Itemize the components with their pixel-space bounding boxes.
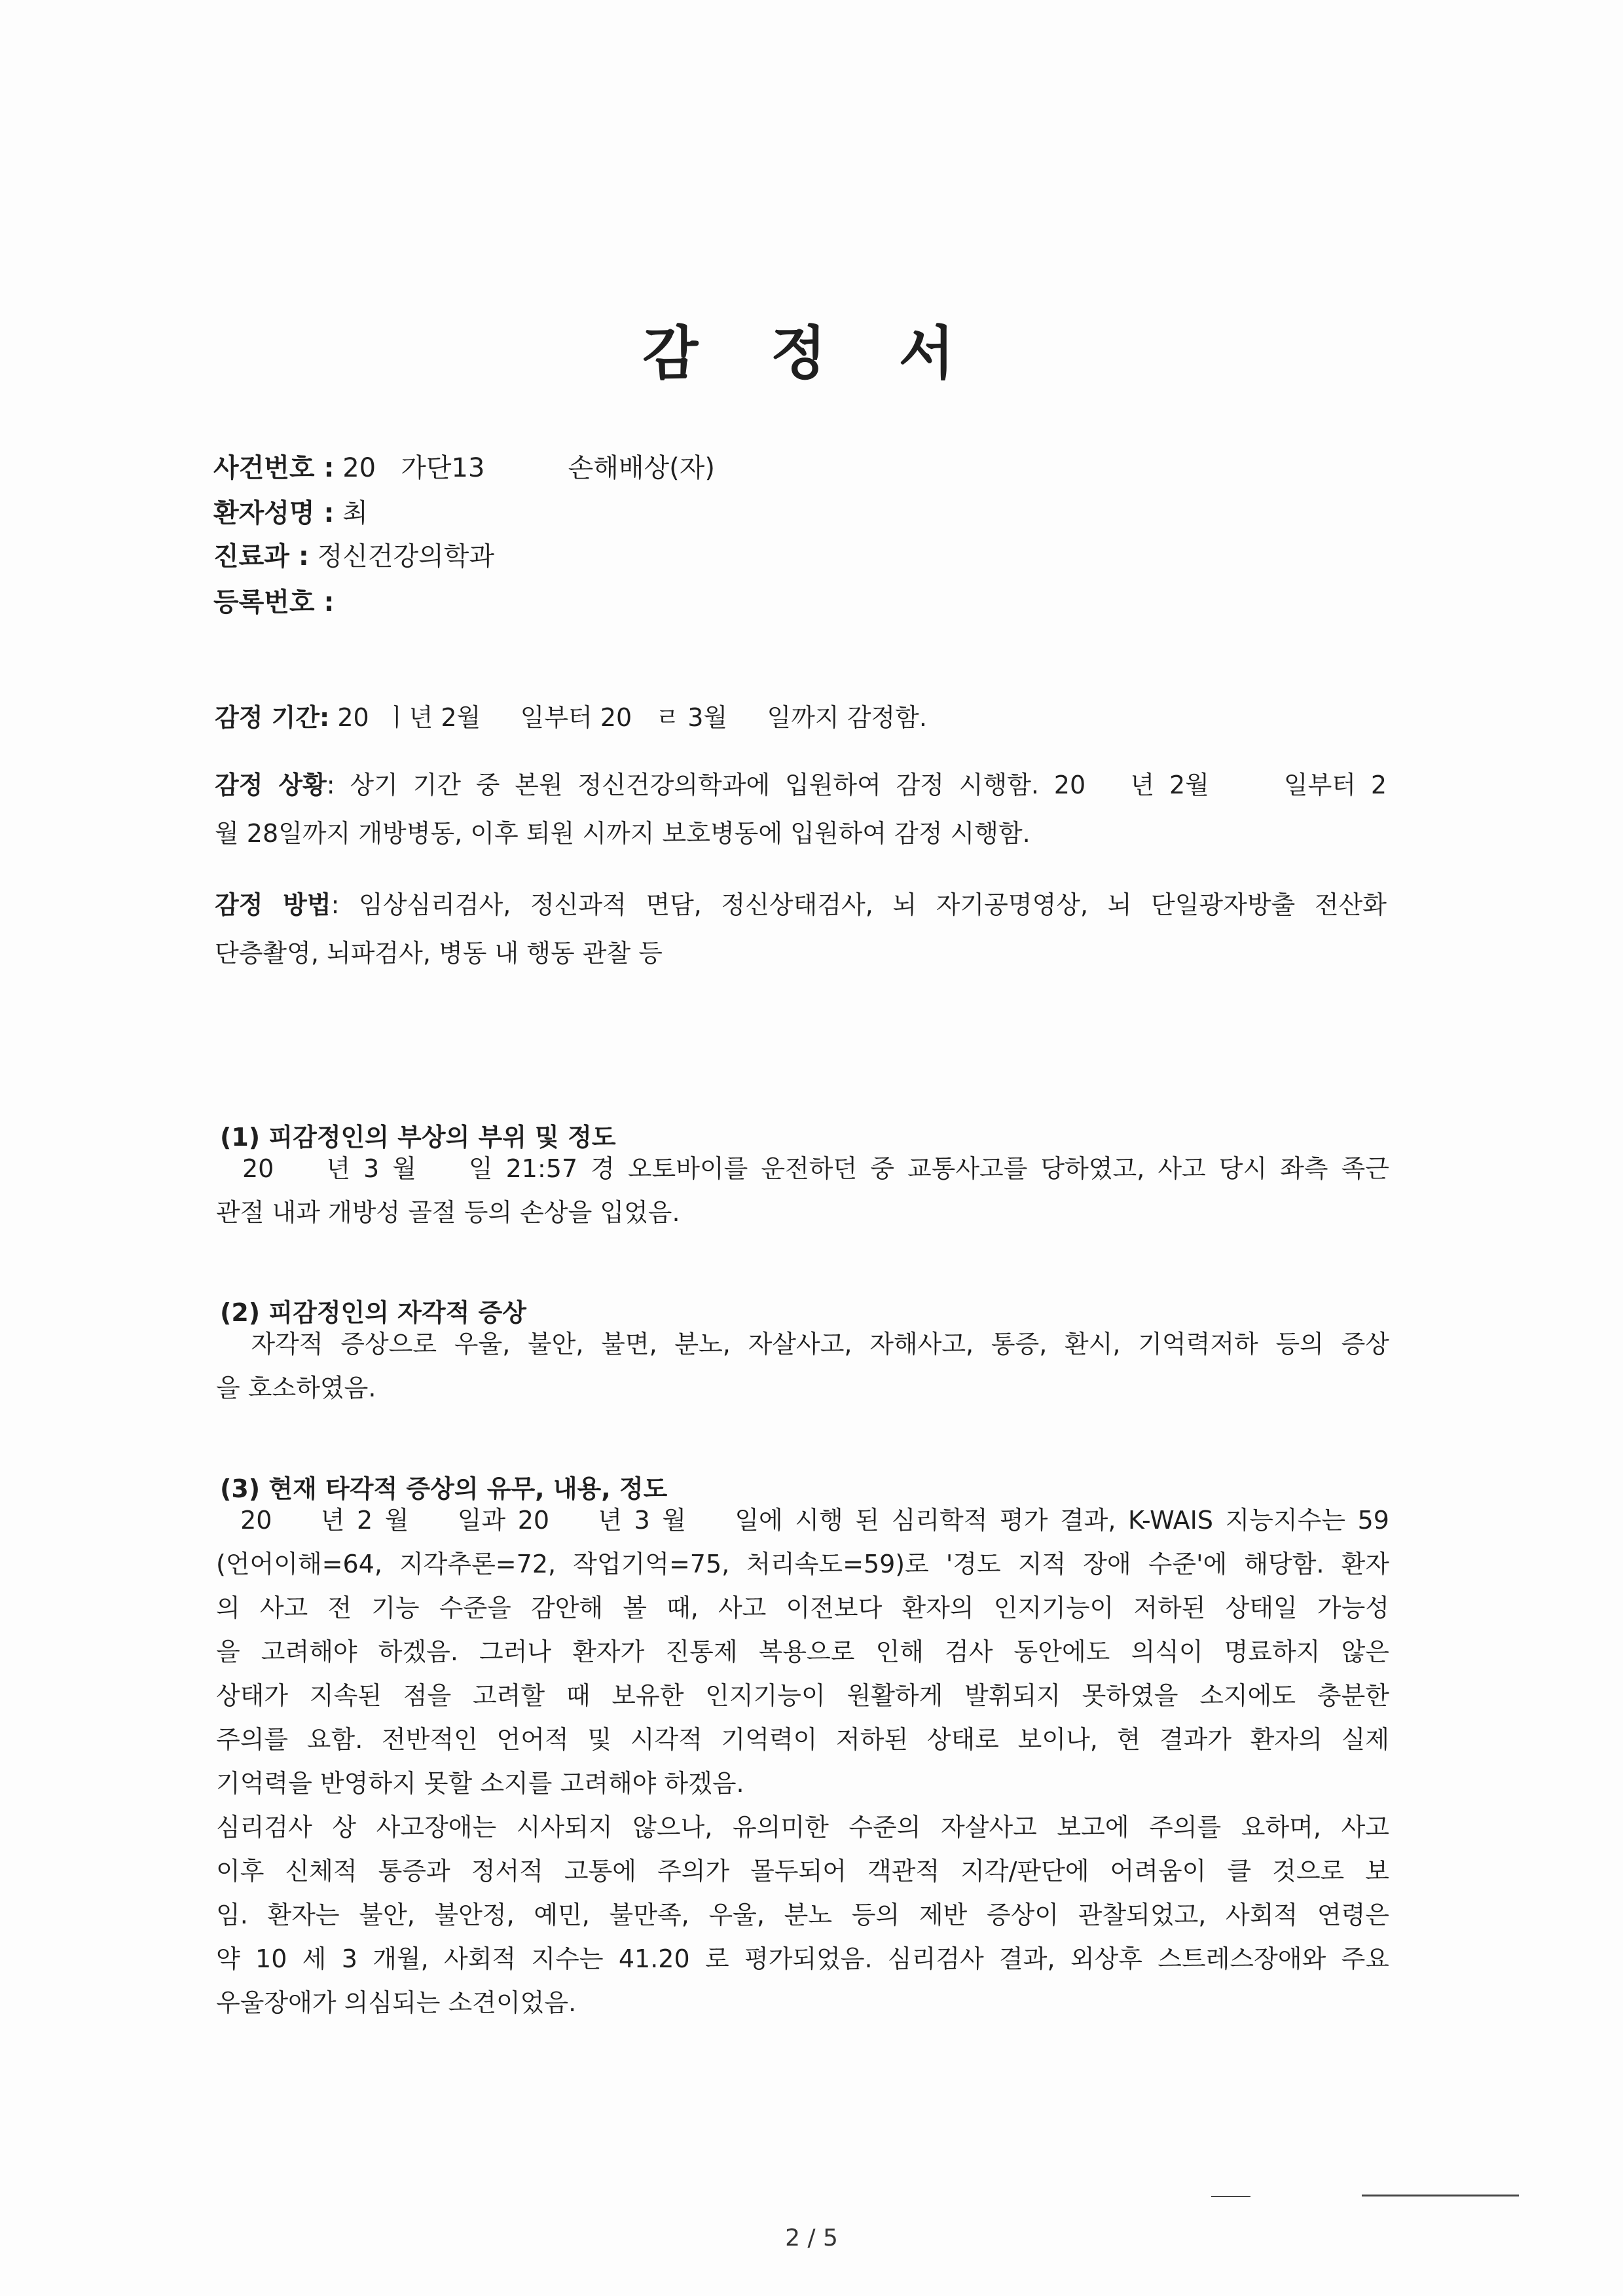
section-3-line: 이후 신체적 통증과 정서적 고통에 주의가 몰두되어 객관적 지각/판단에 어려움이 클 것으로 보 — [216, 1857, 1389, 1886]
section-1-body — [216, 1147, 1389, 1235]
scan-artifact-line — [1211, 2196, 1250, 2197]
appraisal-method — [215, 881, 1387, 977]
patient-name-row — [213, 492, 368, 530]
scan-artifact-line — [1362, 2195, 1519, 2196]
section-3-line: 20 년 2 월 일과 20 년 3 월 일에 시행 된 심리학적 평가 결과, K-WAIS 지능지수는 59 — [216, 1506, 1389, 1535]
case-number-label: 사건번호 : — [213, 453, 335, 483]
section-2-line: 을 호소하였음. — [216, 1374, 376, 1402]
section-3-line: 임. 환자는 불안, 불안정, 예민, 불만족, 우울, 분노 등의 제반 증상이 관찰되었고, 사회적 연령은 — [216, 1901, 1389, 1929]
department-row — [213, 536, 494, 573]
section-3-line: 주의를 요함. 전반적인 언어적 및 시각적 기억력이 저하된 상태로 보이나, 현 결과가 환자의 실제 — [216, 1725, 1389, 1754]
case-number-value: 20 가단13 손해배상(자) — [342, 453, 715, 483]
section-1-line: 20 년 3 월 일 21:57 경 오토바이를 운전하던 중 교통사고를 당하였고, 사고 당시 좌측 족근 — [216, 1154, 1389, 1183]
department-value: 정신건강의학과 — [317, 541, 495, 572]
page-number: 2 / 5 — [785, 2225, 838, 2251]
appraisal-method-label: 감정 방법 — [215, 890, 331, 919]
appraisal-situation-line: 감정 상황: 상기 기간 중 본원 정신건강의학과에 입원하여 감정 시행함. 20 년 2월 일부터 2 — [215, 771, 1387, 799]
appraisal-period — [215, 697, 927, 733]
section-3-line: 상태가 지속된 점을 고려할 때 보유한 인지기능이 원활하게 발휘되지 못하였을 소지에도 충분한 — [216, 1681, 1389, 1710]
section-1-title: (1) 피감정인의 부상의 부위 및 정도 — [220, 1123, 616, 1152]
section-3-line: 우울장애가 의심되는 소견이었음. — [216, 1988, 577, 2017]
section-3-line: (언어이해=64, 지각추론=72, 작업기억=75, 처리속도=59)로 '경도 지적 장애 수준'에 해당함. 환자 — [216, 1550, 1389, 1578]
department-label: 진료과 : — [213, 541, 309, 572]
appraisal-period-label: 감정 기간: — [215, 703, 330, 732]
patient-name-value: 최 — [342, 498, 368, 528]
registration-label: 등록번호 : — [213, 587, 335, 617]
case-number-row — [213, 447, 715, 484]
section-2-line: 자각적 증상으로 우울, 불안, 불면, 분노, 자살사고, 자해사고, 통증, 환시, 기억력저하 등의 증상 — [216, 1330, 1389, 1358]
appraisal-situation — [215, 761, 1387, 858]
patient-name-label: 환자성명 : — [213, 498, 335, 528]
section-3-title: (3) 현재 타각적 증상의 유무, 내용, 정도 — [220, 1474, 668, 1503]
section-3-line: 을 고려해야 하겠음. 그러나 환자가 진통제 복용으로 인해 검사 동안에도 의식이 명료하지 않은 — [216, 1637, 1389, 1666]
appraisal-situation-line: 월 28일까지 개방병동, 이후 퇴원 시까지 보호병동에 입원하여 감정 시행함. — [215, 819, 1030, 848]
section-3-line: 기억력을 반영하지 못할 소지를 고려해야 하겠음. — [216, 1769, 744, 1798]
registration-row — [213, 581, 334, 619]
section-3-line: 약 10 세 3 개월, 사회적 지수는 41.20 로 평가되었음. 심리검사 결과, 외상후 스트레스장애와 주요 — [216, 1944, 1389, 1973]
appraisal-period-text: 20 ㅣ년 2월 일부터 20 ㄹ 3월 일까지 감정함. — [329, 703, 927, 732]
section-2-title: (2) 피감정인의 자각적 증상 — [220, 1298, 526, 1327]
document-title: 감 정 서 — [642, 319, 981, 387]
section-3-body — [216, 1499, 1389, 2025]
section-3-line: 의 사고 전 기능 수준을 감안해 볼 때, 사고 이전보다 환자의 인지기능이 저하된 상태일 가능성 — [216, 1594, 1389, 1622]
appraisal-method-line: 감정 방법: 임상심리검사, 정신과적 면담, 정신상태검사, 뇌 자기공명영상, 뇌 단일광자방출 전산화 — [215, 890, 1387, 919]
section-1-line: 관절 내과 개방성 골절 등의 손상을 입었음. — [216, 1198, 680, 1227]
section-2-body — [216, 1322, 1389, 1410]
appraisal-situation-label: 감정 상황 — [215, 771, 327, 799]
appraisal-method-line: 단층촬영, 뇌파검사, 병동 내 행동 관찰 등 — [215, 939, 663, 968]
section-3-line: 심리검사 상 사고장애는 시사되지 않으나, 유의미한 수준의 자살사고 보고에 주의를 요하며, 사고 — [216, 1813, 1389, 1842]
